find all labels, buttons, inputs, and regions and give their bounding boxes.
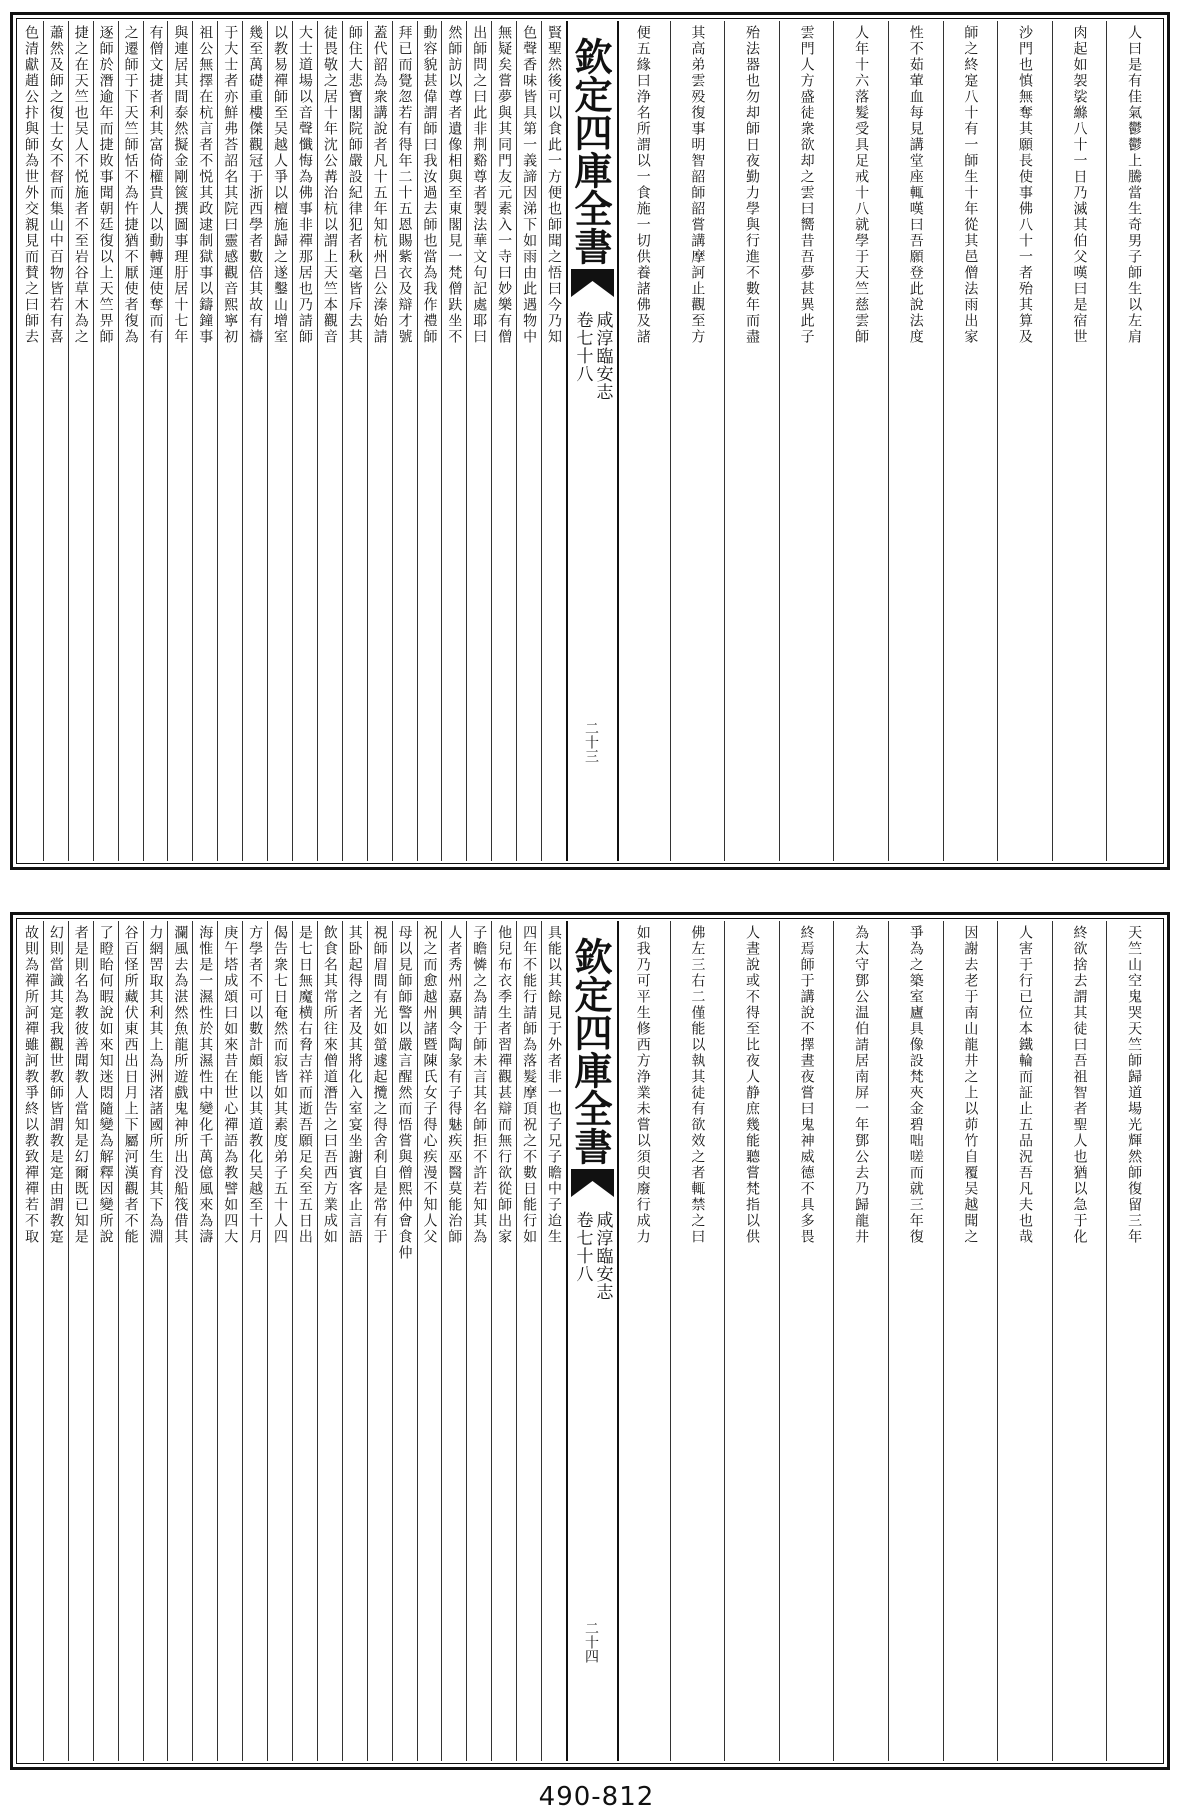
volume-source: 咸淳臨安志 [592, 1211, 613, 1301]
text-column [217, 21, 242, 861]
text-column [292, 921, 317, 1761]
column-text: 性不茹葷血每見講堂座輒嘆曰吾願登此說法度 [907, 25, 924, 345]
column-text: 人曰是有佳氣鬱鬱上騰當生奇男子師生以左肩 [1126, 25, 1143, 345]
column-text: 子瞻憐之為請于師未言其名師拒不許若知其為 [471, 925, 488, 1245]
column-text: 徒畏敬之居十年沈公冓治杭以謂上天竺本觀音 [321, 25, 338, 345]
column-text: 拜已而覺忽若有得年二十五恩賜紫衣及辯才號 [396, 25, 413, 345]
column-text: 海惟是一濕性於其濕性中變化千萬億風來為濤 [197, 925, 214, 1245]
column-text: 谷百怪所藏伏東西出日月上下屬河漢觀者不能 [122, 925, 139, 1245]
text-column [541, 921, 566, 1761]
right-text-block [616, 21, 1161, 861]
text-column [779, 21, 834, 861]
volume-info [568, 1211, 617, 1371]
text-column [118, 21, 143, 861]
text-column [217, 921, 242, 1761]
text-column [192, 21, 217, 861]
column-text: 人者秀州嘉興令陶彖有子得魅疾巫醫莫能治師 [446, 925, 463, 1245]
text-column [392, 21, 417, 861]
text-column [167, 21, 192, 861]
text-column [724, 921, 779, 1761]
column-text: 飲食名其常所往來僧道潛告之曰吾西方業成如 [321, 925, 338, 1245]
column-text: 沙門也慎無奪其願長使事佛八十一者殆其算及 [1016, 25, 1033, 345]
text-column [19, 921, 43, 1761]
text-column [342, 921, 367, 1761]
column-text: 色聲香味皆具第一義諦因涕下如雨由此遇物中 [521, 25, 538, 345]
text-column [833, 921, 888, 1761]
text-column [317, 21, 342, 861]
column-text: 賢聖然後可以食此一方便也師聞之悟曰今乃知 [545, 25, 562, 345]
column-text: 終焉師于講說不擇晝夜嘗曰鬼神威德不具多畏 [798, 925, 815, 1245]
page-number: 二十三 [583, 721, 599, 763]
text-column [317, 921, 342, 1761]
text-column [670, 21, 725, 861]
text-column [1052, 21, 1107, 861]
right-text-block [616, 921, 1161, 1761]
column-text: 力網罟取其利其上為洲渚諸國所生育其下為淵 [147, 925, 164, 1245]
column-text: 者是則名為教彼善聞教人當知是幻爾既已知是 [72, 925, 89, 1245]
text-column [167, 921, 192, 1761]
column-text: 偈告衆七日奄然而寂皆如其素度弟子五十人四 [272, 925, 289, 1245]
text-column [670, 921, 725, 1761]
text-column [997, 21, 1052, 861]
column-text: 因謝去老于南山龍井之上以茆竹自覆吴越聞之 [962, 925, 979, 1245]
column-text: 佛左三右二僅能以執其徒有欲效之者輒禁之曰 [689, 925, 706, 1245]
text-column [367, 921, 392, 1761]
text-column [833, 21, 888, 861]
fish-tail-mark-icon [571, 1169, 614, 1197]
page-upper [10, 12, 1170, 870]
book-title: 欽定四庫全書 [568, 937, 613, 1165]
column-text: 祖公無擇在杭言者不悦其政逮制獄事以鑄鐘事 [197, 25, 214, 345]
volume-info [568, 311, 617, 471]
center-margin [566, 21, 619, 861]
left-text-block [19, 21, 566, 861]
text-column [997, 921, 1052, 1761]
column-text: 視師眉間有光如螢遽起攬之得舍利自是常有于 [371, 925, 388, 1245]
text-column [267, 921, 292, 1761]
page-lower [10, 912, 1170, 1770]
text-column [417, 21, 442, 861]
text-column [1052, 921, 1107, 1761]
column-text: 故則為禪所訶禪雖訶教爭終以教致禪禪若不取 [22, 925, 39, 1245]
text-column [466, 21, 491, 861]
column-text: 動容貌甚偉謂師曰我汝過去師也當為我作禮師 [421, 25, 438, 345]
text-column [616, 921, 670, 1761]
book-title: 欽定四庫全書 [568, 37, 613, 265]
column-text: 與連居其間泰然擬金剛篋撰圖事理䏏居十七年 [172, 25, 189, 345]
column-text: 他兒布衣季生者習禪觀甚辯而無行欲從師出家 [496, 925, 513, 1245]
column-text: 無疑矣嘗夢與其同門友元素入一寺曰妙樂有僧 [496, 25, 513, 345]
column-text: 殆法器也勿却師日夜勤力學與行進不數年而盡 [743, 25, 760, 345]
text-column [1106, 21, 1161, 861]
text-column [441, 921, 466, 1761]
text-column [292, 21, 317, 861]
footer-page-code: 490-812 [538, 1782, 655, 1812]
text-column [342, 21, 367, 861]
volume-chapter: 卷七十八 [572, 311, 593, 383]
volume-source: 咸淳臨安志 [592, 311, 613, 401]
column-text: 天竺山空鬼哭天竺師歸道場光輝然師復留三年 [1126, 925, 1143, 1245]
column-text: 具能以其餘見于外者非一也子兄子瞻中子迨生 [545, 925, 562, 1245]
column-text: 祝之而愈越州諸暨陳氏女子得心疾漫不知人父 [421, 925, 438, 1245]
column-text: 其高弟雲殁復事明智韶師韶嘗講摩訶止觀至方 [689, 25, 706, 345]
left-text-block [19, 921, 566, 1761]
column-text: 為太守鄧公温伯請居南屏一年鄧公去乃歸龍井 [853, 925, 870, 1245]
column-text: 幾至萬礎重樓傑觀冠于浙西學者數倍其故有禱 [247, 25, 264, 345]
column-text: 人晝說或不得至比夜人静庶幾能聽嘗梵指以供 [743, 925, 760, 1245]
column-text: 以教易禪師至吴越人爭以檀施歸之遂鑿山增室 [272, 25, 289, 345]
text-column [19, 21, 43, 861]
column-text: 逐師於潛逾年而捷敗事聞朝廷復以上天竺畀師 [97, 25, 114, 345]
text-column [541, 21, 566, 861]
text-column [1106, 921, 1161, 1761]
text-column [779, 921, 834, 1761]
text-column [267, 21, 292, 861]
text-column [68, 921, 93, 1761]
column-text: 四年不能行請師為落髮摩頂祝之不數日能行如 [521, 925, 538, 1245]
text-column [242, 21, 267, 861]
text-column [68, 21, 93, 861]
text-column [466, 921, 491, 1761]
text-column [417, 921, 442, 1761]
column-text: 然師訪以尊者遺像相與至東閣見一梵僧趺坐不 [446, 25, 463, 345]
text-column [242, 921, 267, 1761]
column-text: 庚午塔成頌曰如來昔在世心禪語為教譬如四大 [222, 925, 239, 1245]
text-column [192, 921, 217, 1761]
fish-tail-mark-icon [571, 269, 614, 297]
column-text: 瀾風去為湛然魚龍所遊戲鬼神所出没船筏借其 [172, 925, 189, 1245]
text-column [491, 21, 516, 861]
text-column [724, 21, 779, 861]
column-text: 了瞪眙何暇說如來知迷悶隨變為解釋因變所說 [97, 925, 114, 1245]
text-column [616, 21, 670, 861]
text-column [491, 921, 516, 1761]
column-text: 蕭然及師之復士女不督而集山中百物皆若有喜 [47, 25, 64, 345]
text-column [516, 21, 541, 861]
column-text: 于大士者亦鮮弗荅詔名其院曰靈感觀音熙寧初 [222, 25, 239, 345]
column-text: 之遷師于下天竺師恬不為忤捷猶不厭使者復為 [122, 25, 139, 345]
text-column [43, 21, 68, 861]
column-text: 是七日無魔横右脅吉祥而逝吾願足矣至五日出 [296, 925, 313, 1245]
text-column [93, 21, 118, 861]
text-column [367, 21, 392, 861]
text-column [516, 921, 541, 1761]
column-text: 大士道場以音聲懺悔為佛事非禪那居也乃請師 [296, 25, 313, 345]
column-text: 方學者不可以數計頗能以其道教化吴越至十月 [247, 925, 264, 1245]
page-number: 二十四 [583, 1621, 599, 1663]
text-column [943, 21, 998, 861]
column-text: 母以見師師警以嚴言醒然而悟嘗與僧熙仲會食仲 [396, 925, 413, 1261]
column-text: 雲門人方盛徒衆欲却之雲曰嚮昔吾夢甚異此子 [798, 25, 815, 345]
column-text: 幻則當識其寔我觀世教師皆謂教是寔由謂教寔 [47, 925, 64, 1245]
text-column [118, 921, 143, 1761]
text-column [441, 21, 466, 861]
text-column [43, 921, 68, 1761]
text-column [943, 921, 998, 1761]
column-text: 終欲捨去謂其徒曰吾祖智者聖人也猶以急于化 [1071, 925, 1088, 1245]
column-text: 人年十六落髮受具足戒十八就學于天竺慈雲師 [853, 25, 870, 345]
volume-chapter: 卷七十八 [572, 1211, 593, 1283]
column-text: 有僧文捷者利其富倚權貴人以動轉運使奪而有 [147, 25, 164, 345]
text-column [888, 21, 943, 861]
center-margin [566, 921, 619, 1761]
column-text: 人害于行已位本鐵輪而証止五品況吾凡夫也哉 [1016, 925, 1033, 1245]
column-text: 色清獻趙公抃與師為世外交親見而賛之曰師去 [22, 25, 39, 345]
column-text: 肉起如袈裟縧八十一日乃滅其伯父嘆曰是宿世 [1071, 25, 1088, 345]
text-column [143, 21, 168, 861]
text-column [143, 921, 168, 1761]
text-column [888, 921, 943, 1761]
text-column [93, 921, 118, 1761]
column-text: 便五緣曰浄名所謂以一食施一切供養諸佛及諸 [634, 25, 651, 345]
column-text: 爭為之築室廬具像設梵夾金碧咄嗟而就三年復 [907, 925, 924, 1245]
column-text: 蓋代韶為衆講說者凡十五年知杭州吕公溱始請 [371, 25, 388, 345]
column-text: 師住大悲寶閣院師嚴設紀律犯者秋毫皆斥去其 [346, 25, 363, 345]
column-text: 捷之在天竺也吴人不悦施者不至岩谷草木為之 [72, 25, 89, 345]
column-text: 師之終寔八十有一師生十年從其邑僧法雨出家 [962, 25, 979, 345]
column-text: 如我乃可平生修西方浄業未嘗以須臾廢行成力 [634, 925, 651, 1245]
column-text: 出師問之曰此非荆谿尊者製法華文句記處耶曰 [471, 25, 488, 345]
text-column [392, 921, 417, 1761]
column-text: 其卧起得之者及其將化入室宴坐謝賓客止言語 [346, 925, 363, 1245]
